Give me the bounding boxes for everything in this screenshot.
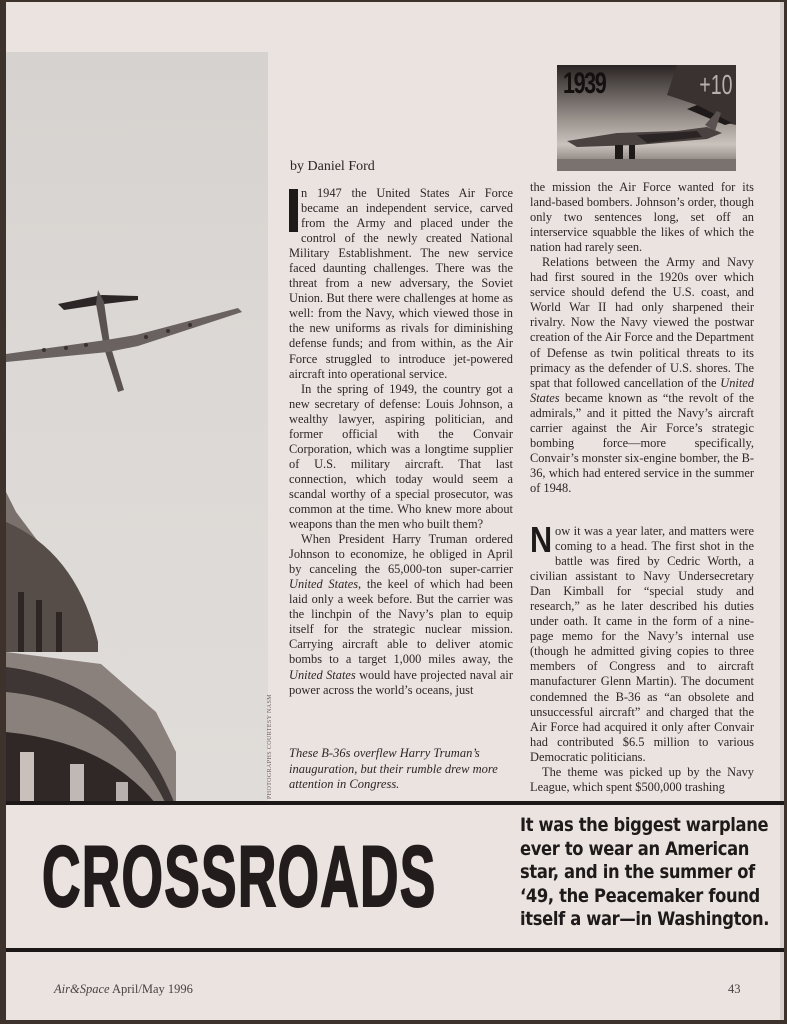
issue-date: April/May 1996 — [111, 982, 193, 996]
inset-year-label: 1939 — [563, 67, 606, 100]
capitol-dome-image — [6, 492, 176, 804]
byline: by Daniel Ford — [290, 159, 375, 174]
paragraph-text: In the spring of 1949, the country got a new secretary of defense: Louis Johnson, a wealthy lawyer, aspiring politician, and former official with the Convair Corporation, which was a longtime supplier of U.S. military aircraft. That last connection, which today would seem a scandal worthy of a special prosecutor, was common at the time. Who knew more about weapons than the men who built them? — [289, 381, 513, 532]
page-edge — [780, 2, 784, 1020]
drop-cap — [289, 189, 298, 232]
horizontal-rule — [6, 948, 784, 952]
photo-caption: These B-36s overflew Harry Truman’s inauguration, but their rumble drew more attention in Congress. — [289, 746, 498, 791]
paragraph-text: Relations between the Army and Navy had first soured in the 1920s over which service should defend the U.S. coast, and World War II had only sharpened their rivalry. Now the Navy viewed the postwar creation of the Air Force and the Department of Defense as twin political threats to its primacy as the defender of U.S. shores. The spat that followed cancellation of the — [530, 255, 754, 390]
deck-line: star, and in the summer of — [520, 861, 755, 883]
paragraph-text: ow it was a year later, and matters were coming to a head. The first shot in the battle was fired by Cedric Worth, a civilian assistant to Navy Undersecretary Dan Kimball for “special study and research,” as he later described his duties under oath. It came in the form of a nine-page memo for the Navy’s internal use (though he admitted giving copies to three members of Congress and to aircraft manufacturer Glenn Martin). The document condemned the B-36 as “an obsolete and unsuccessful aircraft” and charged that the Air Force had acquired it only after Convair had contributed $6.5 million to various Democratic politicians. — [530, 524, 754, 764]
deck-line: ever to wear an American — [520, 837, 750, 860]
ship-name: United States — [530, 375, 754, 405]
paragraph — [289, 532, 513, 698]
b36-capitol-photo — [6, 52, 268, 804]
paragraph-text: became known as “the revolt of the admirals,” and it pitted the Navy’s aircraft carrier against the Air Force’s strategic bombing force—more specifically, Convair’s monster six-engine bomber, the B-36, which had entered service in the summer of 1948. — [530, 390, 754, 495]
paragraph-text: , the keel of which had been laid only a week before. But the carrier was the linchpin of the Navy’s plan to equip itself for the strategic nuclear mission. Carrying aircraft able to deliver atomic bombs to a target 1,000 miles away, the — [289, 577, 514, 667]
paragraph — [530, 255, 754, 496]
magazine-name: Air&Space — [54, 982, 110, 996]
deck — [520, 814, 770, 932]
paragraph — [289, 186, 513, 382]
horizontal-rule — [6, 801, 784, 805]
paragraph-text: would have projected naval air power across the world’s oceans, just — [289, 667, 514, 697]
b36-aircraft-image — [6, 290, 242, 392]
headline: CROSSROADS — [42, 829, 437, 925]
drop-cap: N — [530, 519, 553, 560]
photo-illustration — [6, 52, 268, 804]
deck-line: It was the biggest warplane — [520, 814, 769, 836]
article-column-1 — [289, 186, 513, 698]
paragraph-text: The theme was picked up by the Navy League, which spent $500,000 trashing — [530, 764, 754, 794]
magazine-page — [6, 2, 784, 1020]
page-number: 43 — [728, 982, 741, 996]
paragraph — [530, 519, 754, 765]
article-column-2 — [530, 180, 754, 496]
paragraph-text: When President Harry Truman ordered Johnson to economize, he obliged in April by canceling the 65,000-ton super-carrier — [289, 532, 513, 577]
ship-name: United States — [289, 667, 356, 682]
paragraph — [530, 180, 754, 255]
footer-folio — [54, 982, 193, 997]
article-column-2-section — [530, 519, 754, 795]
deck-line: itself a war—in Washington. — [520, 908, 770, 930]
paragraph — [530, 765, 754, 795]
ship-name: United States — [289, 577, 359, 592]
deck-line: ‘49, the Peacemaker found — [520, 884, 760, 907]
paragraph-text: n 1947 the United States Air Force became an independent service, carved from the Army and placed under the control of the newly created National Military Establishment. The new service faced daunting challenges. There was the threat from a new adversary, the Soviet Union. But there were challenges at home as well: from the Navy, which viewed those in the new uniforms as rivals for diminishing defense funds; and from within, as the Air Force struggled to introduce jet-powered aircraft into operational service. — [289, 186, 513, 381]
paragraph-text: the mission the Air Force wanted for its land-based bombers. Johnson’s order, though only two sentences long, set off an interservice squabble the likes of which the nation had rarely seen. — [530, 180, 754, 255]
paragraph — [289, 382, 513, 532]
inset-photo-1939 — [557, 65, 736, 171]
inset-offset-label: +10 — [698, 69, 732, 100]
photo-credit: PHOTOGRAPHS COURTESY NASM — [267, 694, 273, 799]
